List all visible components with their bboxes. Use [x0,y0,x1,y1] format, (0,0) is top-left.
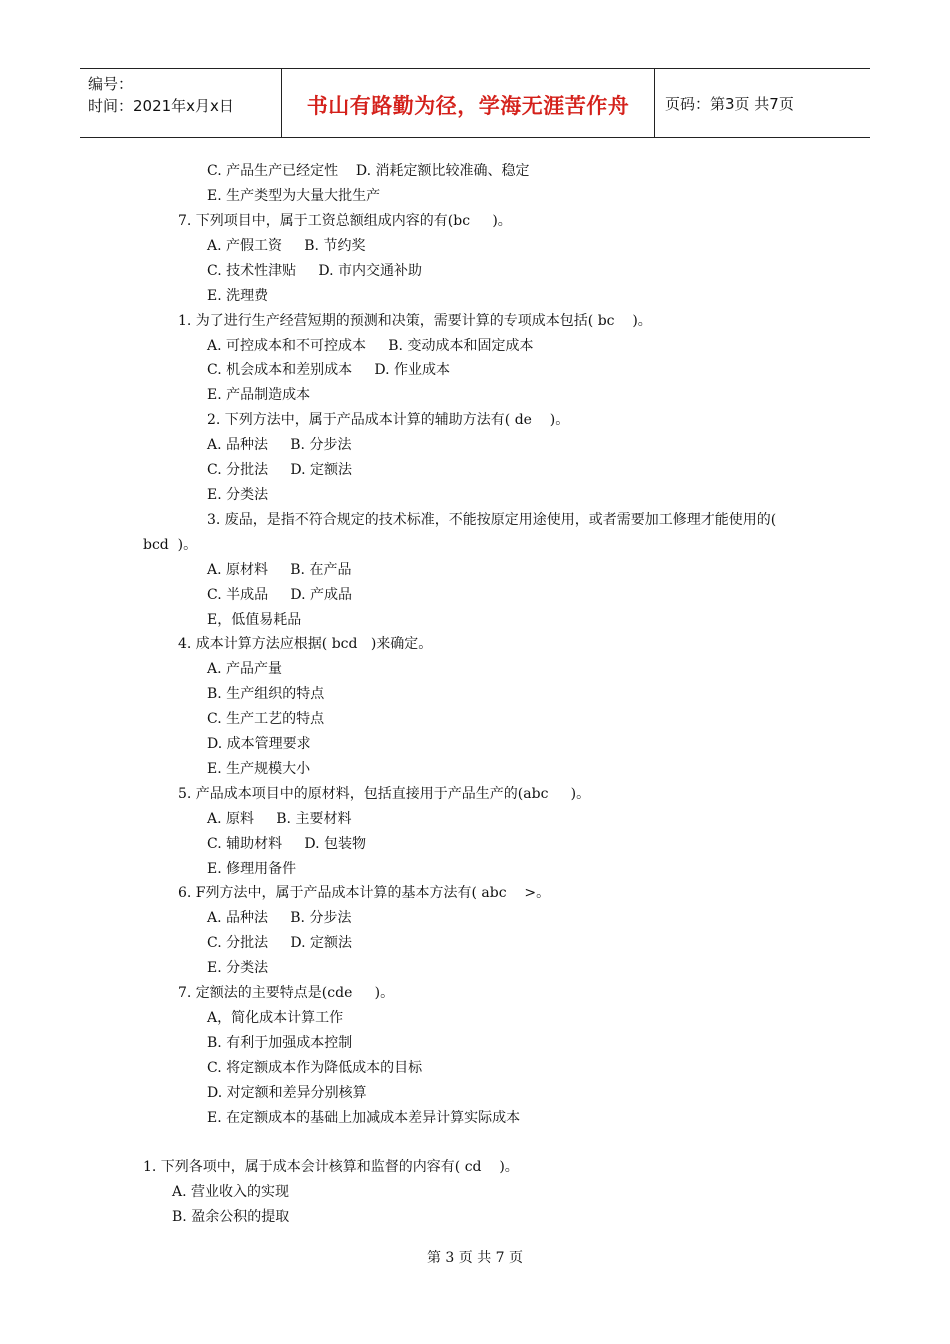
option-line: C. 将定额成本作为降低成本的目标 [207,1060,423,1076]
option-line: A. 原材料 B. 在产品 [207,562,352,578]
header-motto: 书山有路勤为径，学海无涯苦作舟 [282,69,655,137]
option-line: E，低值易耗品 [207,612,302,628]
option-line: A. 产品产量 [207,661,283,677]
option-line: A. 品种法 B. 分步法 [207,437,352,453]
header-page-number: 页码：第3页 共7页 [665,94,794,113]
option-line: C. 半成品 D. 产成品 [207,587,352,603]
question-line: 6. F列方法中，属于产品成本计算的基本方法有( abc >。 [178,885,551,901]
option-line: D. 成本管理要求 [207,736,311,752]
option-line: C. 产品生产已经定性 D. 消耗定额比较准确、稳定 [207,163,530,179]
option-line: E. 在定额成本的基础上加减成本差异计算实际成本 [207,1110,521,1126]
question-line: 3. 废品，是指不符合规定的技术标准，不能按原定用途使用，或者需要加工修理才能使用的( [207,512,777,528]
option-line: E. 生产规模大小 [207,761,311,777]
document-number-label: 编号： [88,75,134,93]
option-line: B. 盈余公积的提取 [172,1209,290,1225]
option-line: E. 生产类型为大量大批生产 [207,188,381,204]
option-line: C. 分批法 D. 定额法 [207,935,352,951]
page-header [80,68,870,138]
question-line: 7. 下列项目中，属于工资总额组成内容的有(bc )。 [178,213,512,229]
option-line: E. 分类法 [207,960,269,976]
question-line: bcd )。 [143,537,198,553]
question-line: 2. 下列方法中，属于产品成本计算的辅助方法有( de )。 [207,412,570,428]
question-line: 1. 为了进行生产经营短期的预测和决策，需要计算的专项成本包括( bc )。 [178,313,652,329]
option-line: C. 分批法 D. 定额法 [207,462,352,478]
question-line: 1. 下列各项中，属于成本会计核算和监督的内容有( cd )。 [143,1159,519,1175]
option-line: E. 洗理费 [207,288,269,304]
option-line: A. 营业收入的实现 [172,1184,290,1200]
question-line: 7. 定额法的主要特点是(cde )。 [178,985,395,1001]
option-line: E. 分类法 [207,487,269,503]
option-line: A，简化成本计算工作 [207,1010,344,1026]
option-line: E. 产品制造成本 [207,387,311,403]
header-meta [80,69,282,137]
option-line: A. 品种法 B. 分步法 [207,910,352,926]
option-line: D. 对定额和差异分别核算 [207,1085,367,1101]
option-line: C. 辅助材料 D. 包装物 [207,836,366,852]
option-line: A. 可控成本和不可控成本 B. 变动成本和固定成本 [207,338,534,354]
option-line: C. 生产工艺的特点 [207,711,325,727]
option-line: C. 机会成本和差别成本 D. 作业成本 [207,362,450,378]
option-line: B. 有利于加强成本控制 [207,1035,353,1051]
document-time-label: 时间：2021年x月x日 [88,97,234,115]
option-line: A. 产假工资 B. 节约奖 [207,238,366,254]
question-line: 5. 产品成本项目中的原材料，包括直接用于产品生产的(abc )。 [178,786,591,802]
page-footer: 第 3 页 共 7 页 [426,1250,524,1266]
option-line: A. 原料 B. 主要材料 [207,811,352,827]
question-line: 4. 成本计算方法应根据( bcd )来确定。 [178,636,433,652]
option-line: B. 生产组织的特点 [207,686,325,702]
option-line: E. 修理用备件 [207,861,297,877]
option-line: C. 技术性津贴 D. 市内交通补助 [207,263,422,279]
